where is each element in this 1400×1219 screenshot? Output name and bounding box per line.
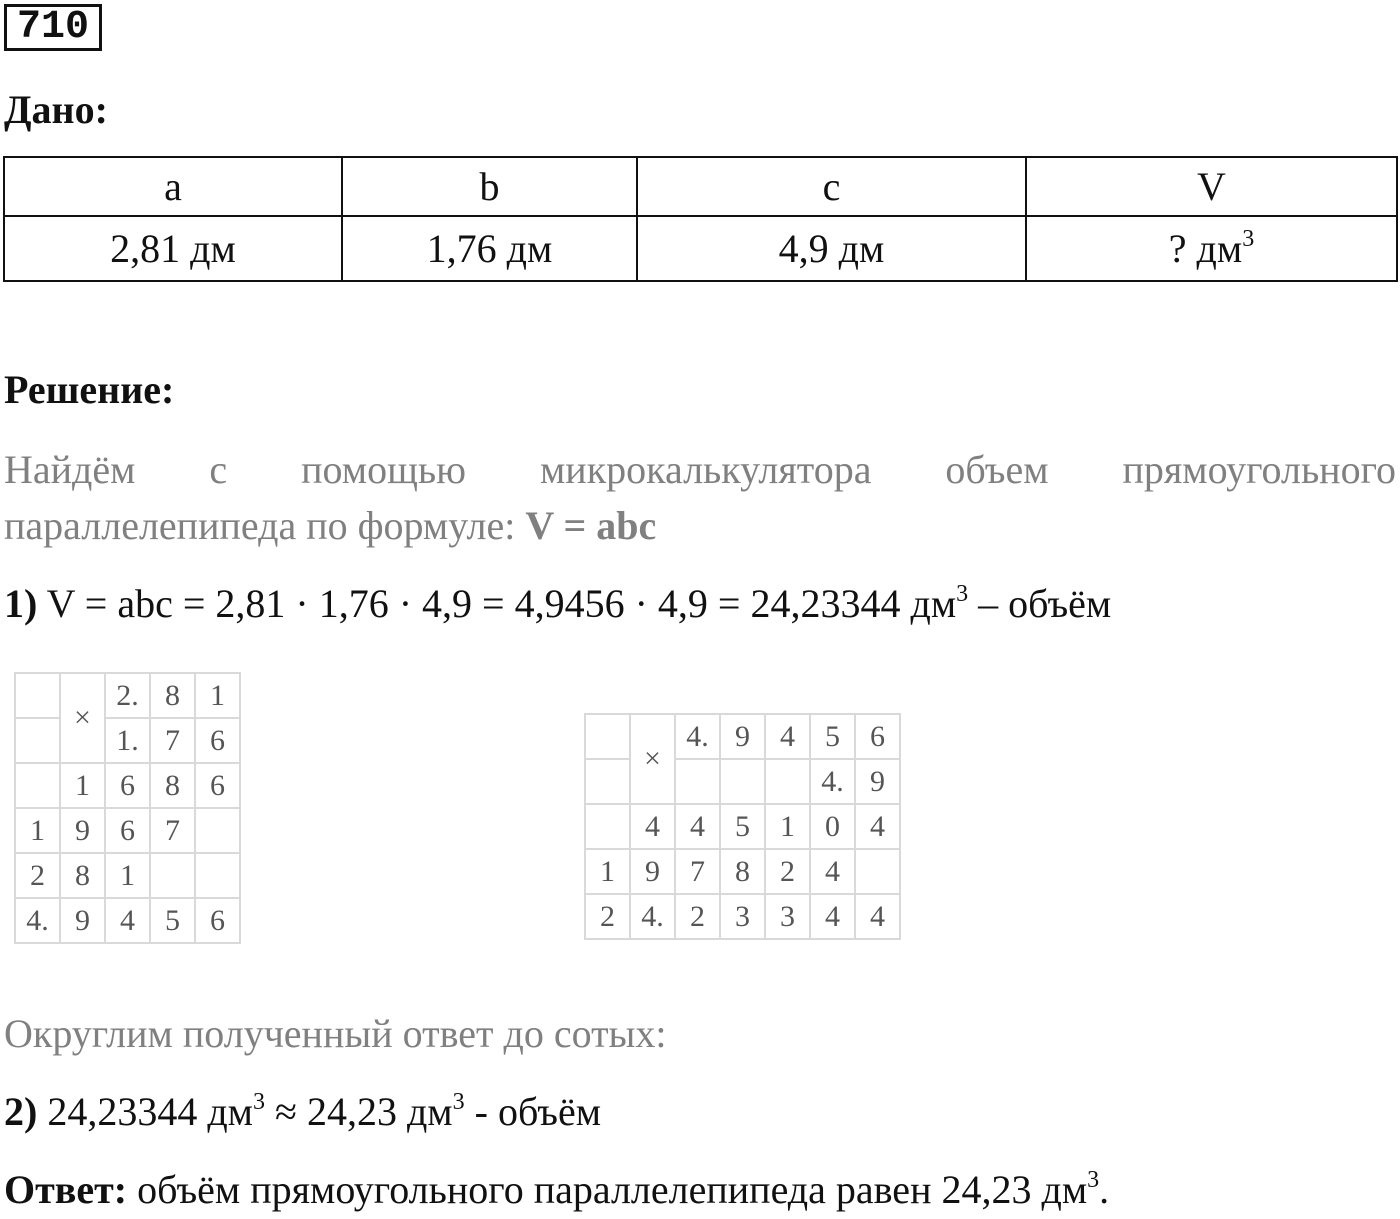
calc2-cell [585,759,630,804]
calc2-cell: 4 [765,714,810,759]
given-value-c: 4,9 дм [637,216,1026,281]
calc1-cell: 1. [105,718,150,763]
intro-text: параллелепипеда по формуле: [4,503,516,548]
step-2-part-1: 24,23344 дм [47,1089,253,1134]
calc2-result-cell: 4 [855,894,900,939]
calc1-result-cell: 5 [150,898,195,943]
calc1-times-sign: × [60,673,105,763]
calc2-times-sign: × [630,714,675,804]
answer-label: Ответ: [4,1167,128,1212]
calc2-cell: 1 [765,804,810,849]
calc2-cell: 9 [630,849,675,894]
given-header-b: b [342,157,637,216]
step-2-number: 2) [4,1089,38,1134]
given-header-row [4,157,1397,216]
calc2-cell [720,759,765,804]
given-value-row [4,216,1397,281]
calc1-cell: 6 [195,718,240,763]
calc2-result-cell: 4. [630,894,675,939]
given-value-v [1026,216,1397,281]
given-value-a: 2,81 дм [4,216,342,281]
calc1-result-cell: 6 [195,898,240,943]
calc1-cell: 2 [15,853,60,898]
calc2-cell [675,759,720,804]
calc2-cell [585,714,630,759]
calc2-cell: 4. [810,759,855,804]
calc2-cell: 0 [810,804,855,849]
calc1-cell: 7 [150,808,195,853]
calc2-cell: 6 [855,714,900,759]
given-heading: Дано: [4,87,108,132]
step-2-part-2: ≈ 24,23 дм [265,1089,453,1134]
calc1-cell: 2. [105,673,150,718]
answer-text: объём прямоугольного параллелепипеда равен 24,23 дм [127,1167,1088,1212]
calc2-cell: 8 [720,849,765,894]
calc1-cell: 6 [195,763,240,808]
answer-end: . [1099,1167,1110,1212]
step-1-tail: – объём [968,581,1112,626]
calc1-result-cell: 4. [15,898,60,943]
calc1-cell [15,763,60,808]
calc2-cell: 5 [810,714,855,759]
calc2-cell: 9 [855,759,900,804]
calc2-cell: 5 [720,804,765,849]
calc1-cell: 1 [105,853,150,898]
given-header-a: a [4,157,342,216]
calc2-cell: 4. [675,714,720,759]
calc1-cell: 8 [60,853,105,898]
calc2-cell: 4 [630,804,675,849]
multiplication-grid-2 [584,713,901,940]
step-2 [4,1088,601,1135]
answer-exponent: 3 [1087,1167,1100,1193]
solution-heading: Решение: [4,367,175,412]
given-table [3,156,1398,282]
calc2-cell [765,759,810,804]
calc2-cell: 9 [720,714,765,759]
calc1-result-cell: 9 [60,898,105,943]
given-header-v: V [1026,157,1397,216]
problem-number: 710 [4,4,102,51]
calc2-cell: 4 [810,849,855,894]
answer-line [4,1166,1109,1213]
calc1-cell [195,808,240,853]
calc2-cell: 4 [855,804,900,849]
calc2-cell [855,849,900,894]
intro-line-1: Найдём с помощью микрокалькулятора объем прямоугольного [4,447,1396,492]
calc2-result-cell: 4 [810,894,855,939]
calc2-cell: 4 [675,804,720,849]
calc1-cell: 6 [105,808,150,853]
calc1-cell: 1 [15,808,60,853]
calc1-cell: 6 [105,763,150,808]
given-value-b: 1,76 дм [342,216,637,281]
calc2-cell: 7 [675,849,720,894]
multiplication-grid-1 [14,672,241,944]
step-1-expression: V = abc = 2,81 · 1,76 · 4,9 = 4,9456 · 4,9 = 24,23344 дм [46,581,957,626]
calc2-result-cell: 2 [675,894,720,939]
given-value-v-exponent: 3 [1242,226,1255,252]
calc1-cell [15,673,60,718]
calc1-cell [15,718,60,763]
calc2-result-cell: 2 [585,894,630,939]
step-1-number: 1) [4,581,38,626]
calc2-cell: 2 [765,849,810,894]
calc2-result-cell: 3 [720,894,765,939]
step-2-tail: - объём [464,1089,602,1134]
step-1-exponent: 3 [956,581,969,607]
round-text: Округлим полученный ответ до сотых: [4,1011,667,1056]
intro-formula: V = abc [525,503,657,548]
calc1-cell: 8 [150,673,195,718]
calc1-cell: 1 [195,673,240,718]
step-2-exponent-2: 3 [452,1089,465,1115]
step-1 [4,580,1111,627]
calc2-result-cell: 3 [765,894,810,939]
calc1-cell: 1 [60,763,105,808]
given-header-c: c [637,157,1026,216]
calc1-cell: 7 [150,718,195,763]
calc1-cell [150,853,195,898]
calc2-cell: 1 [585,849,630,894]
given-value-v-text: ? дм [1168,226,1243,271]
calc2-cell [585,804,630,849]
intro-line-2 [4,498,656,554]
calc1-result-cell: 4 [105,898,150,943]
calc1-cell: 9 [60,808,105,853]
calc1-cell: 8 [150,763,195,808]
calc1-cell [195,853,240,898]
step-2-exponent-1: 3 [253,1089,265,1115]
